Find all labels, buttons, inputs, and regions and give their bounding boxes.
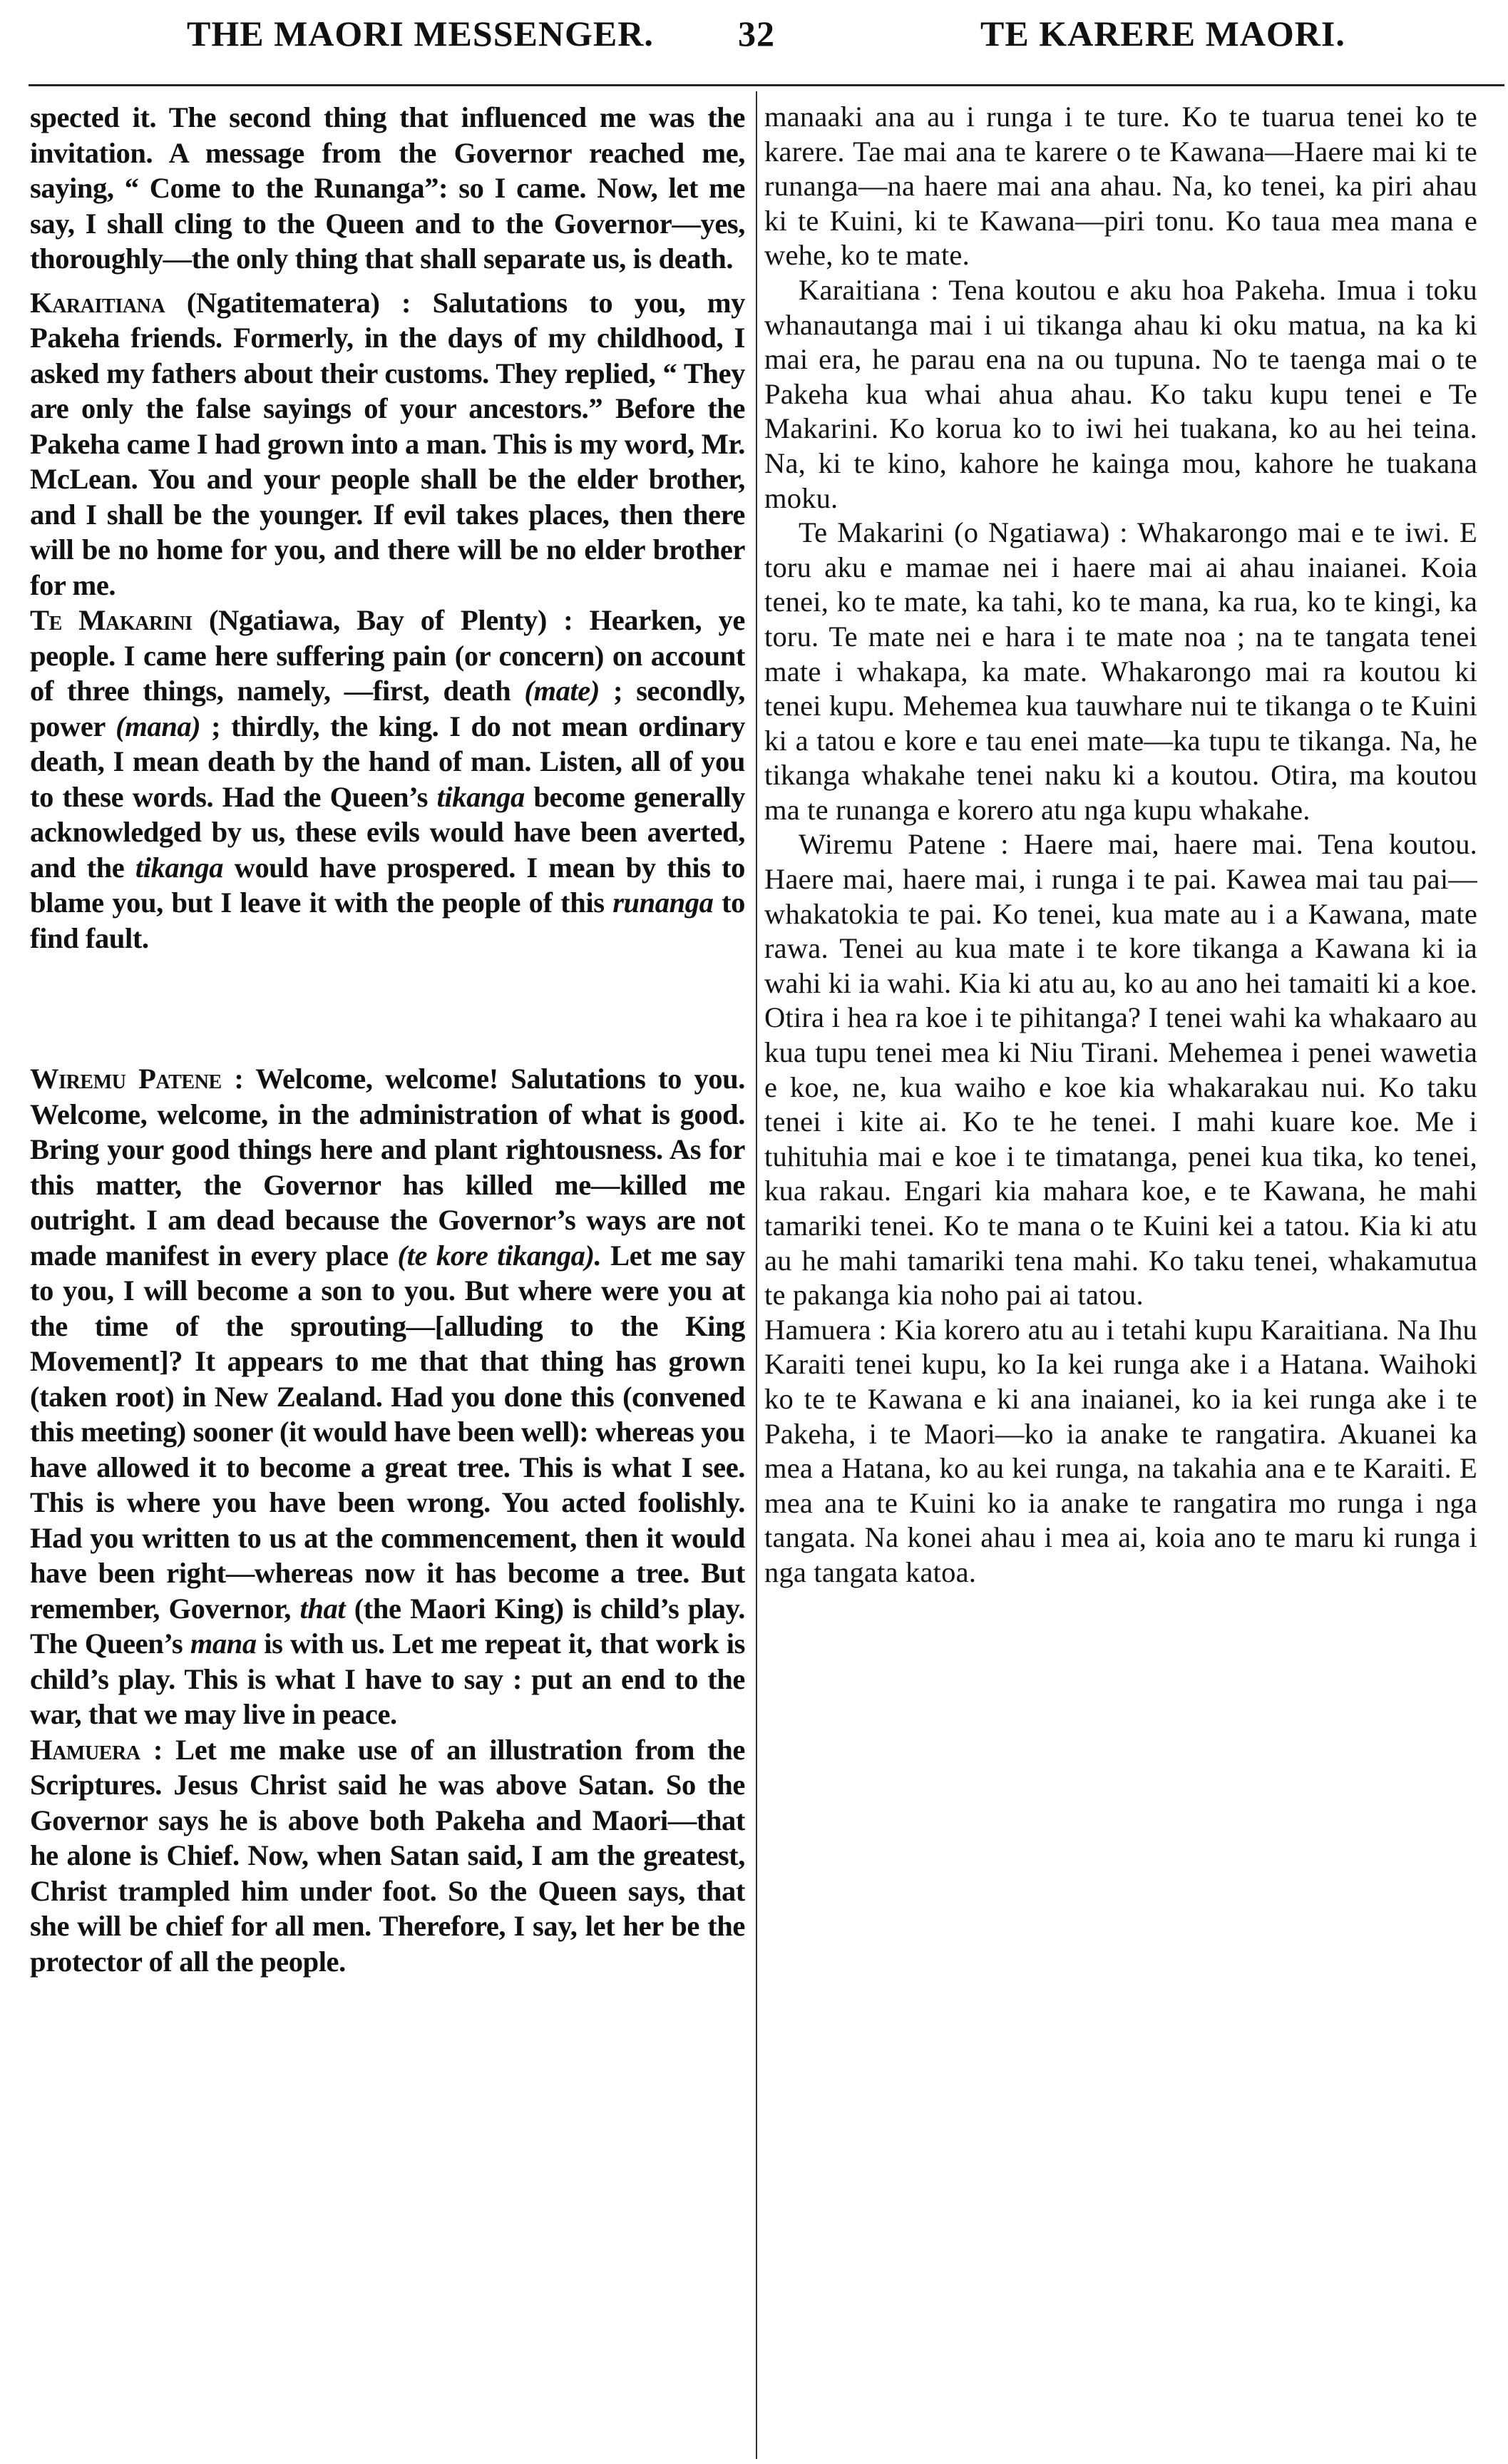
speaker-name: Hamuera xyxy=(30,1733,140,1766)
speaker-name: Karaitiana xyxy=(30,286,165,319)
maori-speech-wiremu-patene: Wiremu Patene : Haere mai, haere mai. Tena koutou. Haere mai, haere mai, i runga i te pai. Kawea mai tau pai—whakatokia te pai. Ko tenei, kua mate au i a Kawana, mate rawa. Tenei au kua mate i te kore tikanga a Kawana ki ia wahi ki ia wahi. Kia ki atu au, ko au ano hei tamaiti ki a koe. Otira i hea ra koe i te pihitanga? I tenei wahi ka whakaaro au kua tupu tenei mea ki Niu Tirani. Mehemea i penei wawetia e koe, ne, kua waiho e koe kia whakarakau nui. Ko taku tenei i kite ai. Ko te he tenei. I mahi kuare koe. Me i tuhituhia mai e koe i te timatanga, penei kua tika, ko tenei, kua rakau. Engari kia mahara koe, e te Kawana, he mahi tamariki tenei. Ko te mana o te Kuini kei a tatou. Kia ki atu au he mahi tamariki tena mahi. Ko taku tenei, whakamutua te pakanga kia noho pai ai tatou. xyxy=(764,828,1477,1312)
column-divider xyxy=(756,91,757,2459)
english-speech-karaitiana: Karaitiana (Ngatitematera) : Salutations to you, my Pakeha friends. Formerly, in the days of my childhood, I asked my fathers about their customs. They replied, “ They are only the false sayings of your ancestors.” Before the Pakeha came I had grown into a man. This is my word, Mr. McLean. You and your people shall be the elder brother, and I shall be the younger. If evil takes places, then there will be no home for you, and there will be no elder brother for me. xyxy=(30,286,745,601)
maori-paragraph-continuation: manaaki ana au i runga i te ture. Ko te tuarua tenei ko te karere. Tae mai ana te karere o te Kawana—Haere mai ki te runanga—na haere mai ana ahau. Na, ko tenei, ka piri ahau ki te Kuini, ki te Kawana—piri tonu. Ko taua mea mana e wehe, ko te mate. xyxy=(764,101,1477,272)
header-rule xyxy=(29,84,1504,86)
maori-column xyxy=(764,100,1477,2453)
english-paragraph-continuation: spected it. The second thing that influenced me was the invitation. A message from the Governor reached me, saying, “ Come to the Runanga”: so I came. Now, let me say, I shall cling to the Queen and to the Governor—yes, thoroughly—the only thing that shall separate us, is death. xyxy=(30,101,745,275)
english-masthead-title: THE MAORI MESSENGER. xyxy=(187,14,654,53)
maori-masthead-title: TE KARERE MAORI. xyxy=(980,14,1345,53)
english-column xyxy=(30,100,745,2453)
page-number: 32 xyxy=(738,14,775,53)
maori-speech-karaitiana: Karaitiana : Tena koutou e aku hoa Pakeha. Imua i toku whanautanga mai i ui tikanga ahau ki oku matua, na ka ki mai era, he parau ena na ou tupuna. No te taenga mai o te Pakeha kua whai ahua ahau. Ko taku kupu tenei e Te Makarini. Ko korua ko to iwi hei tuakana, ko au hei teina. Na, ki te kino, kahore he kainga mou, kahore he tuakana moku. xyxy=(764,273,1477,514)
maori-speech-te-makarini: Te Makarini (o Ngatiawa) : Whakarongo mai e te iwi. E toru aku e mamae nei i haere mai ai ahau inaianei. Koia tenei, ko te mate, ka tahi, ko te mana, ka rua, ko te kingi, ka toru. Te mate nei e hara i te mate noa ; na te tangata tenei mate i whakapa, ka mate. Whakarongo mai ra koutou ki tenei kupu. Mehemea kua tauwhare nui te tikanga o te Kuini ki a tatou e kore e tau enei mate—ka tupu te tikanga. Na, he tikanga whakahe tenei naku ki a koutou. Otira, ma koutou ma te runanga e korero atu nga kupu whakahe. xyxy=(764,516,1477,826)
english-speech-hamuera: Hamuera : Let me make use of an illustration from the Scriptures. Jesus Christ said he was above Satan. So the Governor says he is above both Pakeha and Maori—that he alone is Chief. Now, when Satan said, I am the greatest, Christ trampled him under foot. So the Queen says, that she will be chief for all men. Therefore, I say, let her be the protector of all the people. xyxy=(30,1733,745,1978)
speaker-name: Te Makarini xyxy=(30,604,193,636)
speaker-name: Wiremu Patene xyxy=(30,1063,222,1095)
english-speech-te-makarini: Te Makarini (Ngatiawa, Bay of Plenty) : Hearken, ye people. I came here suffering pain (or concern) on account of three things, namely, —first, death (mate) ; secondly, power (mana) ; thirdly, the king. I do not mean ordinary death, I mean death by the hand of man. Listen, all of you to these words. Had the Queen’s tikanga become generally acknowledged by us, these evils would have been averted, and the tikanga would have prospered. I mean by this to blame you, but I leave it with the people of this runanga to find fault. xyxy=(30,604,745,954)
page-header xyxy=(0,7,1508,71)
maori-speech-hamuera: Hamuera : Kia korero atu au i tetahi kupu Karaitiana. Na Ihu Karaiti tenei kupu, ko Ia kei runga ake i a Hatana. Waihoki ko te te Kawana e ki ana inaianei, ko ia kei runga ake i te Pakeha, i te Maori—ko ia anake te rangatira. Akuanei ka mea a Hatana, ko au kei runga, na takahia ana e te Karaiti. E mea ana te Kuini ko ia anake te rangatira mo runga i nga tangata. Na konei ahau i mea ai, koia ano te maru ki runga i nga tangata katoa. xyxy=(764,1313,1477,1588)
english-speech-wiremu-patene: Wiremu Patene : Welcome, welcome! Salutations to you. Welcome, welcome, in the administration of what is good. Bring your good things here and plant rightousness. As for this matter, the Governor has killed me—killed me outright. I am dead because the Governor’s ways are not made manifest in every place (te kore tikanga). Let me say to you, I will become a son to you. But where were you at the time of the sprouting—[alluding to the King Movement]? It appears to me that that thing has grown (taken root) in New Zealand. Had you done this (convened this meeting) sooner (it would have been well): whereas you have allowed it to become a great tree. This is what I see. This is where you have been wrong. You acted foolishly. Had you written to us at the commencement, then it would have been right—whereas now it has become a tree. But remember, Governor, that (the Maori King) is child’s play. The Queen’s mana is with us. Let me repeat it, that work is child’s play. This is what I have to say : put an end to the war, that we may live in peace. xyxy=(30,1063,745,1730)
